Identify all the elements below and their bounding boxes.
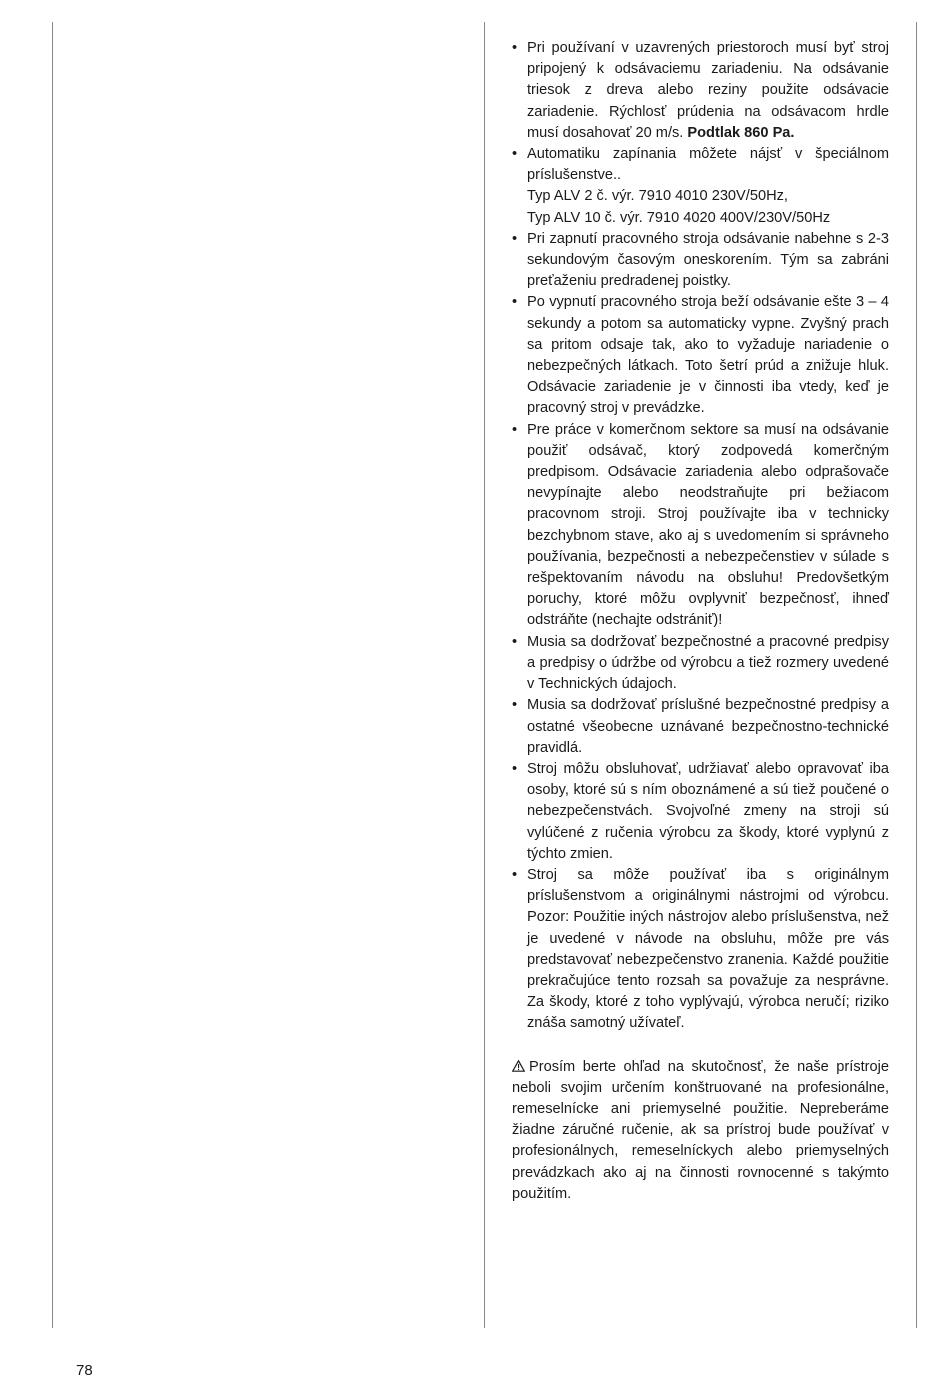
page-number: 78 — [76, 1362, 93, 1379]
bullet-icon: • — [512, 760, 518, 777]
list-item-text: Musia sa dodržovať príslušné bezpečnostné predpisy a ostatné všeobecne uznávané bezpečnostno-technické pravidlá. — [527, 697, 889, 756]
list-item-text: Automatiku zapínania môžete nájsť v špeciálnom príslušenstve.. — [527, 146, 889, 184]
list-item-text: Musia sa dodržovať bezpečnostné a pracovné predpisy a predpisy o údržbe od výrobcu a tiež rozmery uvedené v Technických údajoch. — [527, 633, 889, 693]
list-item-type-line: Typ ALV 2 č. výr. 7910 4010 230V/50Hz, — [527, 188, 788, 205]
list-item — [512, 695, 889, 759]
list-item — [512, 420, 889, 632]
center-column-rule — [484, 22, 485, 1328]
list-item-text: Pri zapnutí pracovného stroja odsávanie nabehne s 2-3 sekundovým časovým oneskorením. Tým sa zabráni preťaženiu predradenej poistky. — [527, 230, 889, 290]
left-column-rule — [52, 22, 53, 1328]
warning-triangle-icon — [512, 1057, 525, 1078]
list-item-type-line: Typ ALV 10 č. výr. 7910 4020 400V/230V/50Hz — [527, 209, 831, 226]
list-item — [512, 759, 889, 865]
list-item-bold-text: Podtlak 860 Pa. — [687, 124, 795, 141]
list-item — [512, 229, 889, 293]
bullet-icon: • — [512, 230, 518, 247]
right-column-rule — [916, 22, 917, 1328]
list-item — [512, 632, 889, 696]
list-item-text: Stroj môžu obsluhovať, udržiavať alebo opravovať iba osoby, ktoré sú s ním oboznámené a sú tiež poučené o nebezpečenstvách. Svojvoľné zmeny na stroji sú vylúčené z ručenia výrobcu za škody, ktoré vyplynú z týchto zmien. — [527, 760, 889, 862]
list-item-text: Pri používaní v uzavrených priestoroch musí byť stroj pripojený k odsávaciemu zariadeniu. Na odsávanie triesok z dreva alebo reziny použite odsávacie zariadenie. Rýchlosť prúdenia na odsávacom hrdle musí dosahovať 20 m/s. — [527, 40, 889, 141]
list-item-text: Stroj sa môže používať iba s originálnym príslušenstvom a originálnymi nástrojmi od výrobcu. Pozor: Použitie iných nástrojov alebo príslušenstva, než je uvedené v návode na obsluhu, môže pre vás predstavovať nebezpečenstvo zranenia. Každé použitie prekračujúce tento rozsah sa považuje za nesprávne. Za škody, ktoré z toho vyplývajú, výrobca neručí; riziko znáša samotný užívateľ. — [527, 866, 889, 1032]
safety-bullet-list — [512, 38, 889, 1035]
list-item — [512, 865, 889, 1035]
bullet-icon: • — [512, 421, 518, 438]
bullet-icon: • — [512, 294, 518, 311]
bullet-icon: • — [512, 866, 518, 883]
list-item-text: Pre práce v komerčnom sektore sa musí na odsávanie použiť odsávač, ktorý zodpovedá komerčným predpisom. Odsávacie zariadenia alebo odprašovače nevypínajte alebo neodstraňujte pri bežiacom pracovnom stroji. Stroj používajte iba v technicky bezchybnom stave, ako aj s uvedomením si správneho používania, bezpečnosti a nebezpečenstiev v súlade s rešpektovaním návodu na obsluhu! Predovšetkým poruchy, ktoré môžu ovplyvniť bezpečnosť, ihneď odstráňte (nechajte odstrániť)! — [527, 421, 889, 629]
list-item — [512, 144, 889, 229]
right-column-text — [512, 38, 889, 1205]
list-item — [512, 292, 889, 419]
bullet-icon: • — [512, 40, 518, 56]
bullet-icon: • — [512, 146, 518, 163]
list-item — [512, 38, 889, 144]
bullet-icon: • — [512, 633, 518, 650]
list-item-text: Po vypnutí pracovného stroja beží odsávanie ešte 3 – 4 sekundy a potom sa automaticky vypne. Zvyšný prach sa pritom odsaje tak, ako to vyžaduje nariadenie o nebezpečných látkach. Toto šetrí prúd a znižuje hluk. Odsávacie zariadenie je v činnosti iba vtedy, keď je pracovný stroj v prevádzke. — [527, 294, 889, 417]
warning-notice — [512, 1057, 889, 1205]
warning-notice-text: Prosím berte ohľad na skutočnosť, že naše prístroje neboli svojim určením konštruované na profesionálne, remeselnícke ani priemyselné použitie. Nepreberáme žiadne záručné ručenie, ak sa prístroj bude používať v profesionálnych, remeselníckych alebo priemyselných prevádzkach ako aj na činnosti rovnocenné s takýmto použitím. — [512, 1058, 889, 1202]
bullet-icon: • — [512, 697, 518, 714]
